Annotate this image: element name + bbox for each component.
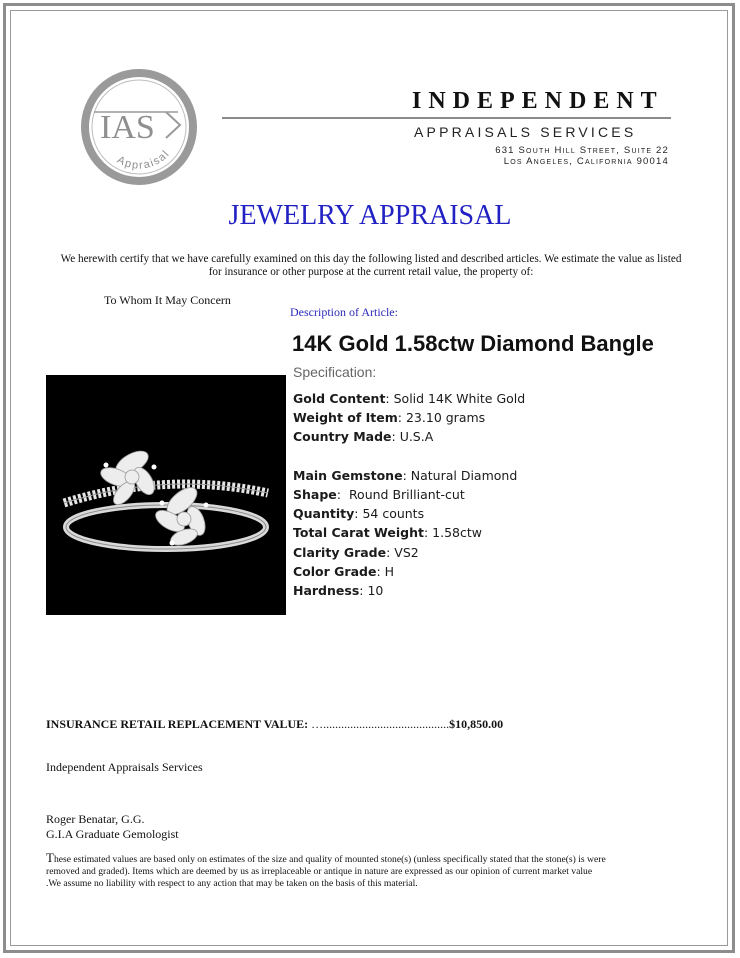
spec-key: Color Grade <box>293 563 377 579</box>
spec-key: Total Carat Weight <box>293 525 424 541</box>
item-title: 14K Gold 1.58ctw Diamond Bangle <box>292 331 654 356</box>
spec-value: U.S.A <box>399 429 434 445</box>
document-title: JEWELRY APPRAISAL <box>228 200 512 231</box>
disclaimer-text: hese estimated values are based only on estimates of the size and quality of mounted stone(s) (unless specifically stated that the stone(s) is were removed and graded). Items which are deemed by us as irreplaceable or antique in nature are expressed as our opinion of current market value .We assume no liability with respect to any action that may be taken on the basis of this material. <box>46 854 606 889</box>
address-line-1: 631 South Hill Street, Suite 22 <box>495 145 669 156</box>
spec-row-color: Color Grade: H <box>293 563 395 579</box>
spec-key: Country Made <box>293 429 392 445</box>
spec-row-gold-content: Gold Content: Solid 14K White Gold <box>293 391 526 406</box>
bangle-photo <box>46 375 286 615</box>
spec-key: Main Gemstone <box>293 467 403 483</box>
disclaimer <box>46 852 606 890</box>
spec-row-country: Country Made: U.S.A <box>293 429 434 445</box>
specification-label: Specification: <box>293 364 377 380</box>
specification-list <box>293 389 525 600</box>
spec-key: Weight of Item <box>293 410 398 426</box>
spec-row-carat-weight: Total Carat Weight: 1.58ctw <box>293 525 482 541</box>
spec-value: 10 <box>367 583 384 599</box>
spec-value: 23.10 grams <box>405 410 486 426</box>
spec-row-clarity: Clarity Grade: VS2 <box>293 544 419 560</box>
spec-value: H <box>384 563 395 579</box>
ias-logo <box>80 68 198 186</box>
spec-value: Solid 14K White Gold <box>393 391 526 406</box>
brand-name: INDEPENDENT <box>412 88 664 114</box>
spec-value: 1.58ctw <box>432 525 482 541</box>
appraiser-title: G.I.A Graduate Gemologist <box>46 827 179 841</box>
spec-key: Clarity Grade <box>293 544 387 560</box>
spec-row-main-gemstone: Main Gemstone: Natural Diamond <box>293 467 518 483</box>
spec-key: Hardness <box>293 583 360 599</box>
insurance-value-label: INSURANCE RETAIL REPLACEMENT VALUE: <box>46 717 309 731</box>
insurance-value-amount: $10,850.00 <box>449 717 504 731</box>
disclaimer-initial: T <box>46 850 54 865</box>
spec-key: Quantity <box>293 506 355 522</box>
spec-value: Round Brilliant-cut <box>348 487 465 502</box>
spec-key: Shape <box>293 487 337 502</box>
spec-value: 54 counts <box>362 506 425 522</box>
brand-subtitle: APPRAISALS SERVICES <box>414 124 637 140</box>
spec-row-weight: Weight of Item: 23.10 grams <box>293 410 486 426</box>
spec-key: Gold Content <box>293 391 386 406</box>
logo-letters: IAS <box>100 109 155 146</box>
spec-value: VS2 <box>394 544 419 560</box>
appraiser-name: Roger Benatar, G.G. <box>46 812 145 826</box>
insurance-value-line <box>46 717 503 732</box>
footer-company: Independent Appraisals Services <box>46 760 203 774</box>
address-line-2: Los Angeles, California 90014 <box>503 156 669 167</box>
insurance-value-dots: ….......................................... <box>311 717 450 731</box>
spec-value: Natural Diamond <box>410 467 518 483</box>
logo-caption: Appraisal <box>115 147 173 172</box>
spec-row-shape: Shape: Round Brilliant-cut <box>293 487 465 502</box>
spec-row-quantity: Quantity: 54 counts <box>293 506 425 522</box>
recipient: To Whom It May Concern <box>104 293 231 307</box>
brand-divider <box>222 117 671 119</box>
description-label: Description of Article: <box>290 305 398 319</box>
spec-row-hardness: Hardness: 10 <box>293 583 384 599</box>
certification-text: We herewith certify that we have carefully examined on this day the following listed and described articles. We estimate the value as listed for insurance or other purpose at the current retail value, the property of: <box>60 253 682 278</box>
